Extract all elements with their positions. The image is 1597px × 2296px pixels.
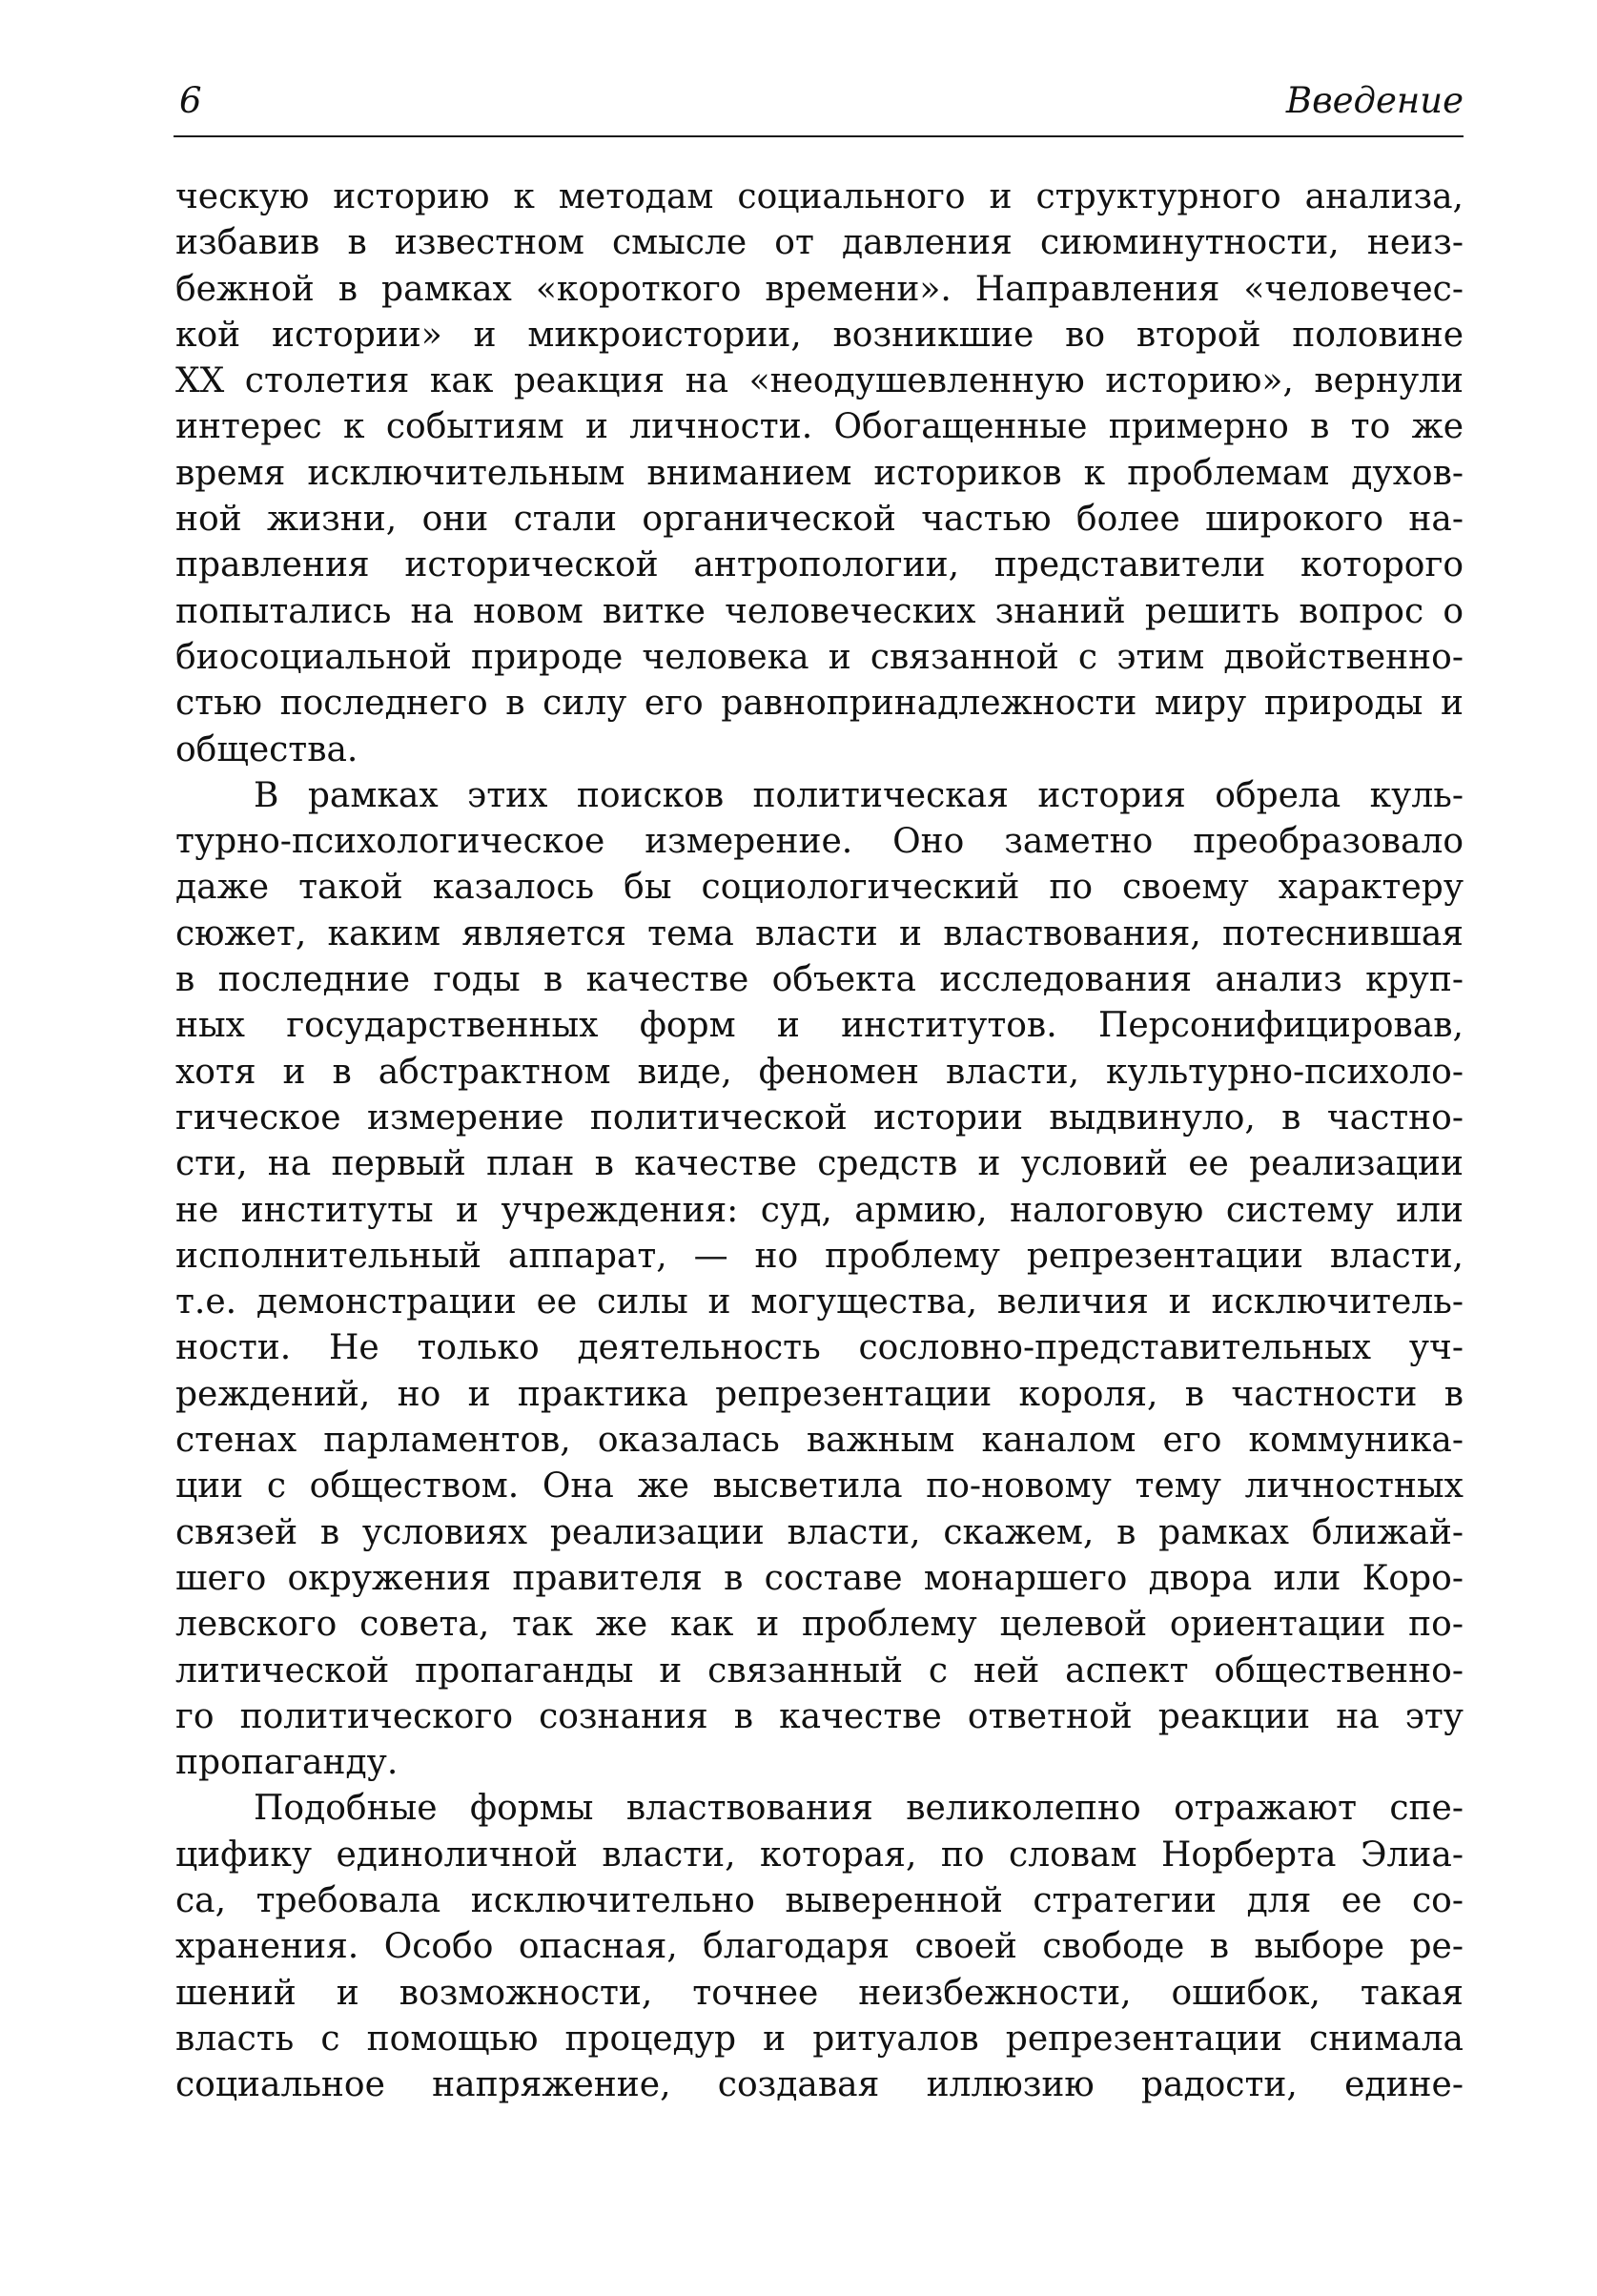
section-title: Введение xyxy=(1285,80,1464,121)
text-line: шего окружения правителя в составе монаршего двора или Коро- xyxy=(175,1558,1464,1598)
text-line: турно-психологическое измерение. Оно заметно преобразовало xyxy=(175,822,1464,862)
text-line: са, требовала исключительно выверенной стратегии для ее со- xyxy=(175,1880,1464,1920)
text-line: стенах парламентов, оказалась важным каналом его коммуника- xyxy=(175,1421,1464,1461)
text-line: левского совета, так же как и проблему целевой ориентации по- xyxy=(175,1605,1464,1645)
text-line: в последние годы в качестве объекта исследования анализ круп- xyxy=(175,960,1464,1000)
text-line: кой истории» и микроистории, возникшие во второй половине xyxy=(175,315,1464,355)
text-line: биосоциальной природе человека и связанной с этим двойственно- xyxy=(175,637,1464,677)
text-line: стью последнего в силу его равнопринадлежности миру природы и xyxy=(175,684,1464,724)
text-line: общества. xyxy=(175,729,358,769)
text-line: власть с помощью процедур и ритуалов репрезентации снимала xyxy=(175,2019,1464,2059)
text-line: сти, на первый план в качестве средств и условий ее реализации xyxy=(175,1144,1464,1184)
text-line: го политического сознания в качестве ответной реакции на эту xyxy=(175,1696,1464,1736)
text-line: шений и возможности, точнее неизбежности, ошибок, такая xyxy=(175,1973,1464,2013)
text-line: исполнительный аппарат, — но проблему репрезентации власти, xyxy=(175,1236,1464,1276)
text-line: хотя и в абстрактном виде, феномен власти, культурно-психоло- xyxy=(175,1052,1464,1092)
text-line: ции с обществом. Она же высветила по-новому тему личностных xyxy=(175,1466,1464,1507)
text-line: даже такой казалось бы социологический по своему характеру xyxy=(175,868,1464,908)
text-line: сюжет, каким является тема власти и властвования, потеснившая xyxy=(175,913,1464,953)
text-line: связей в условиях реализации власти, скажем, в рамках ближай- xyxy=(175,1512,1464,1552)
text-line: ческую историю к методам социального и структурного анализа, xyxy=(175,177,1464,216)
text-line: литической пропаганды и связанный с ней аспект общественно- xyxy=(175,1650,1464,1691)
text-line: ных государственных форм и институтов. Персонифицировав, xyxy=(175,1006,1464,1046)
text-line: интерес к событиям и личности. Обогащенные примерно в то же xyxy=(175,407,1464,447)
text-line: не институты и учреждения: суд, армию, налоговую систему или xyxy=(175,1190,1464,1230)
text-line: В рамках этих поисков политическая история обрела куль- xyxy=(254,775,1464,815)
text-line: время исключительным вниманием историков к проблемам духов- xyxy=(175,453,1464,493)
text-line: правления исторической антропологии, представители которого xyxy=(175,545,1464,585)
text-line: Подобные формы властвования великолепно отражают спе- xyxy=(254,1789,1464,1829)
body-text xyxy=(175,174,1464,2108)
page-number: 6 xyxy=(179,80,202,121)
text-line: социальное напряжение, создавая иллюзию радости, едине- xyxy=(175,2065,1464,2105)
text-line: пропаганду. xyxy=(175,1743,399,1783)
text-line: гическое измерение политической истории выдвинуло, в частно- xyxy=(175,1097,1464,1138)
text-line: реждений, но и практика репрезентации короля, в частности в xyxy=(175,1374,1464,1414)
text-line: ной жизни, они стали органической частью более широкого на- xyxy=(175,500,1464,540)
text-line: цифику единоличной власти, которая, по словам Норберта Элиа- xyxy=(175,1835,1464,1875)
text-line: попытались на новом витке человеческих знаний решить вопрос о xyxy=(175,591,1464,631)
text-line: бежной в рамках «короткого времени». Направления «человечес- xyxy=(175,269,1464,309)
text-line: XX столетия как реакция на «неодушевленную историю», вернули xyxy=(175,361,1464,401)
text-line: хранения. Особо опасная, благодаря своей свободе в выборе ре- xyxy=(175,1927,1464,1967)
text-line: избавив в известном смысле от давления сиюминутности, неиз- xyxy=(175,223,1464,263)
text-line: т.е. демонстрации ее силы и могущества, величия и исключитель- xyxy=(175,1282,1464,1322)
text-line: ности. Не только деятельность сословно-представительных уч- xyxy=(175,1328,1464,1368)
running-header xyxy=(174,72,1464,137)
